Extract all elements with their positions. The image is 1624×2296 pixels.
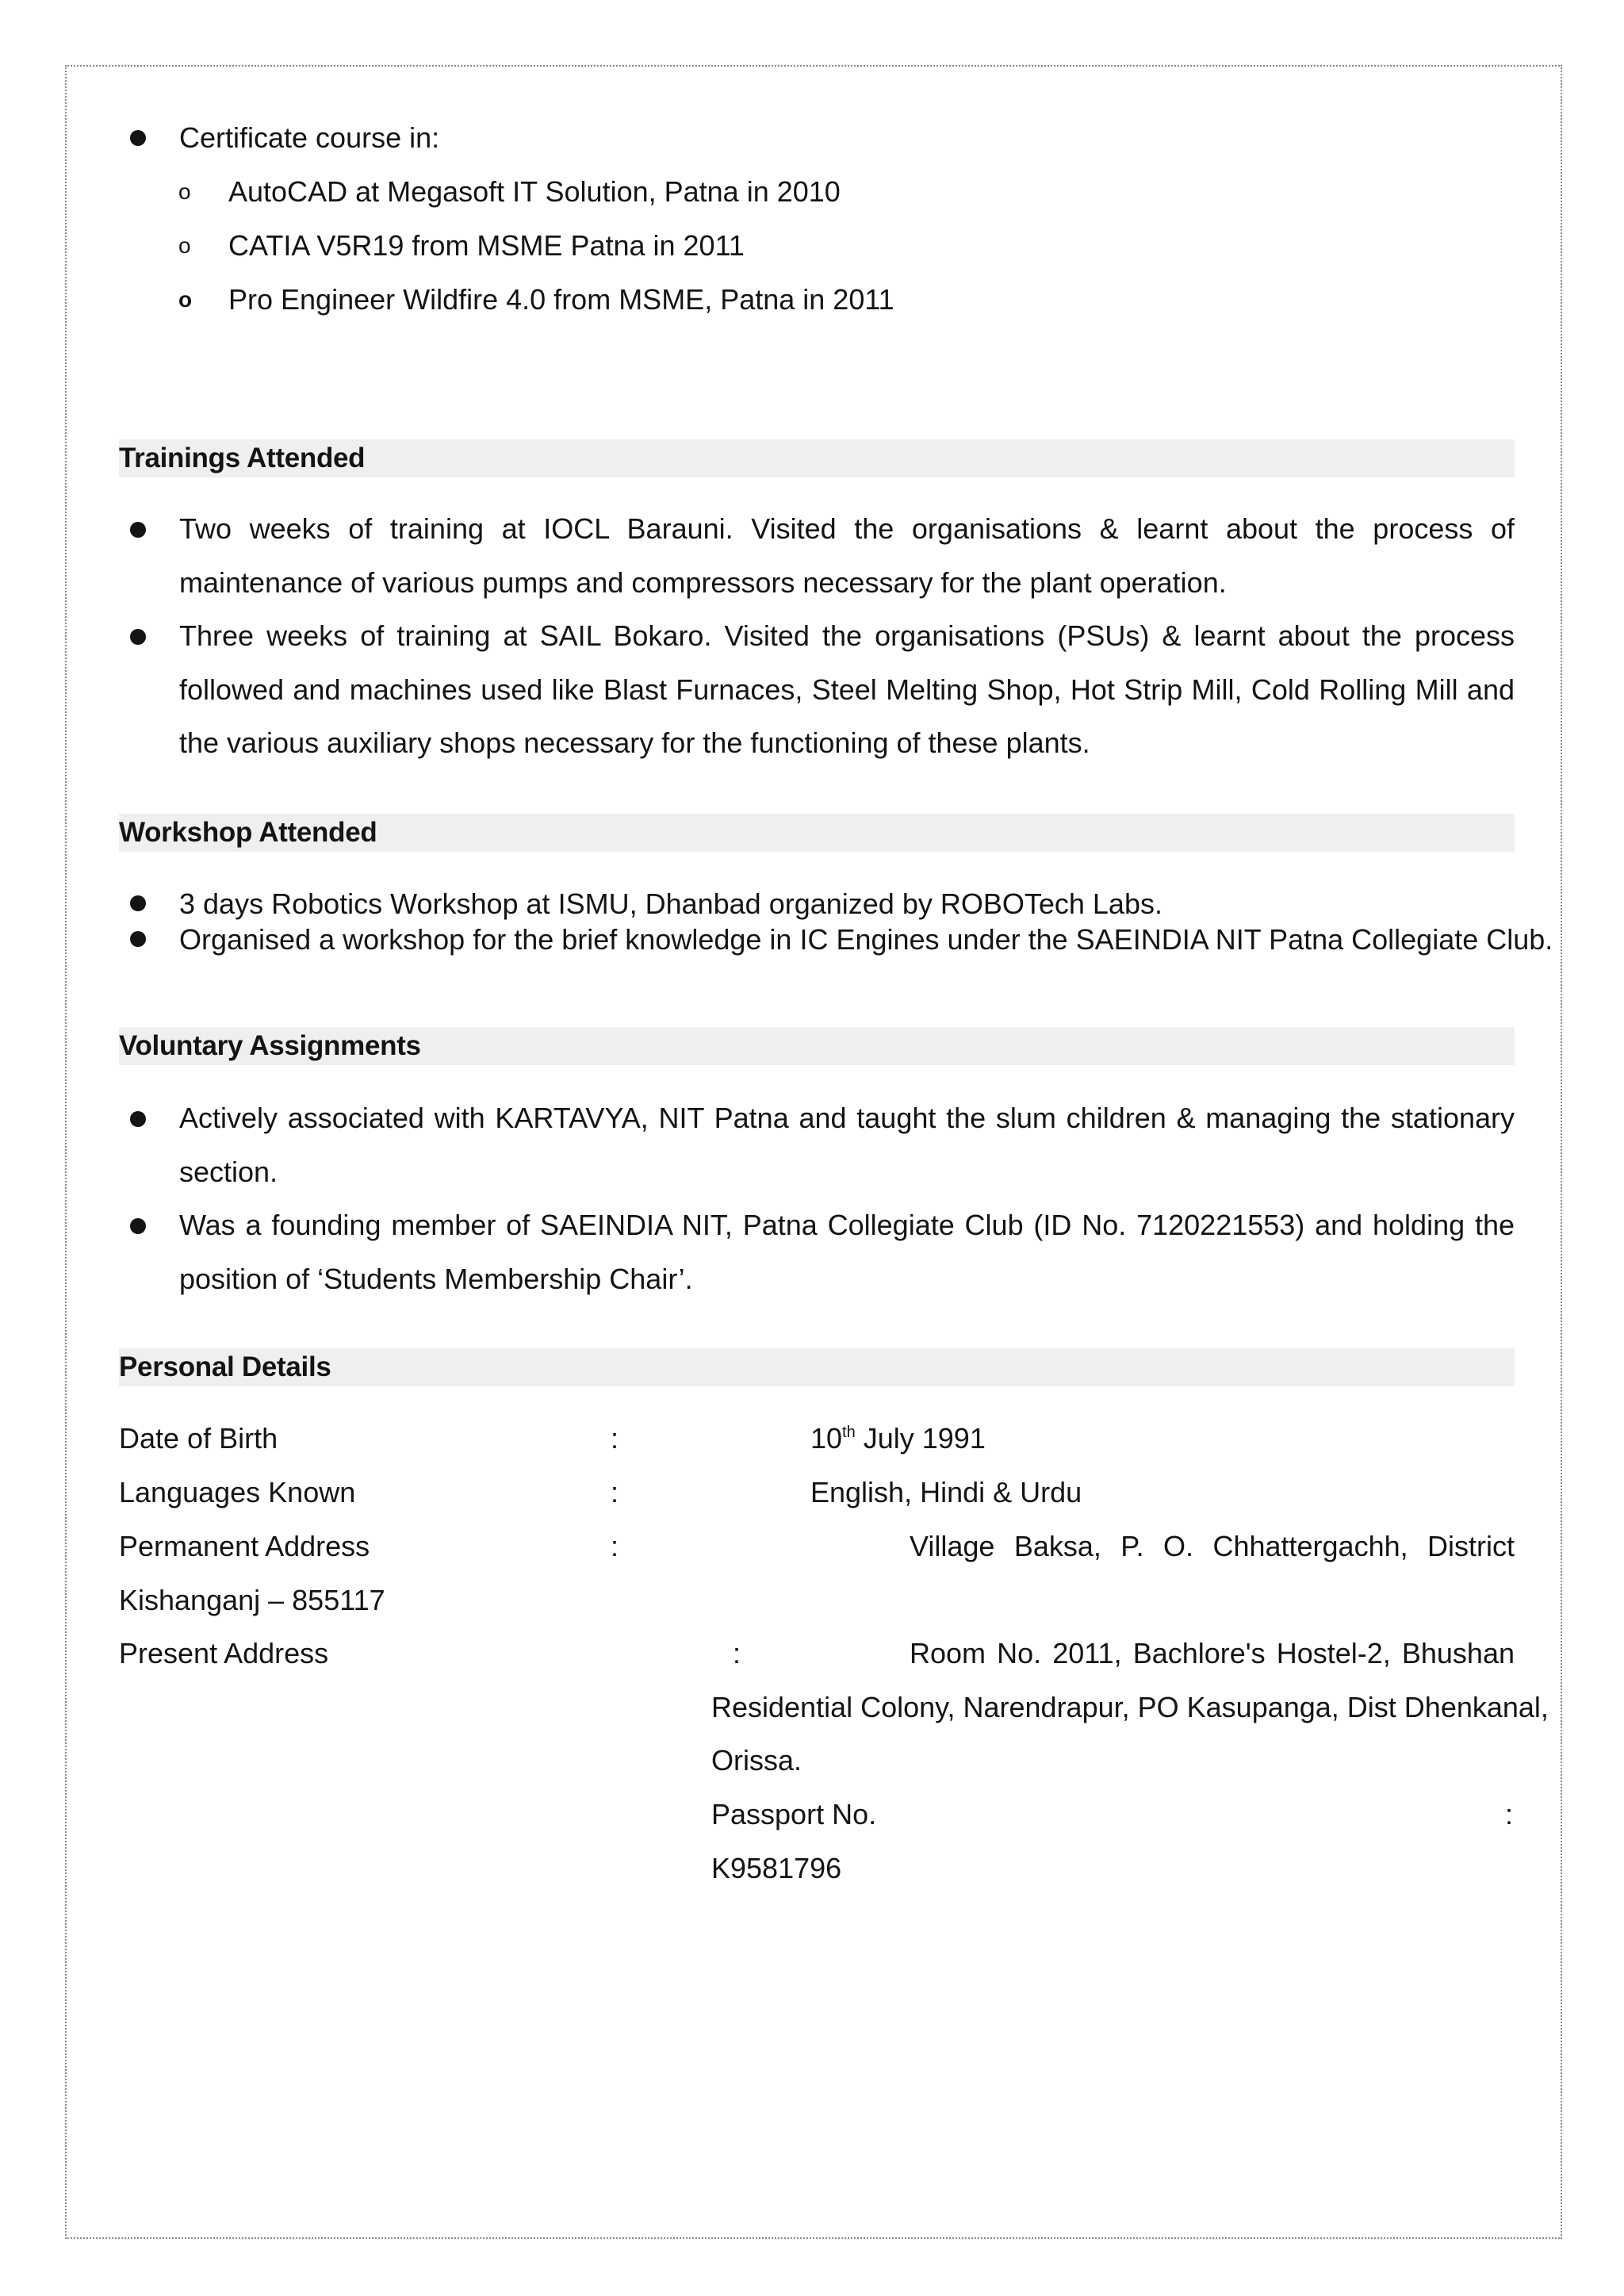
workshop-item: Organised a workshop for the brief knowledge in IC Engines under the SAEINDIA NIT Patna Collegiate Club. bbox=[179, 923, 1553, 956]
dob-day: 10 bbox=[810, 1422, 843, 1455]
section-title-personal: Personal Details bbox=[119, 1351, 331, 1382]
bullet-icon bbox=[130, 522, 146, 538]
languages-label: Languages Known bbox=[119, 1476, 356, 1508]
present-address-line: Room No. 2011, Bachlore's Hostel-2, Bhushan bbox=[910, 1637, 1515, 1669]
section-title-workshop: Workshop Attended bbox=[119, 817, 377, 848]
dob-suffix: th bbox=[842, 1424, 856, 1441]
present-address-line: Residential Colony, Narendrapur, PO Kasupanga, Dist Dhenkanal, bbox=[711, 1691, 1549, 1723]
dob-label: Date of Birth bbox=[119, 1422, 278, 1455]
languages-value: English, Hindi & Urdu bbox=[810, 1476, 1082, 1508]
section-title-trainings: Trainings Attended bbox=[119, 443, 366, 473]
present-address-label: Present Address bbox=[119, 1637, 329, 1669]
separator-colon: : bbox=[733, 1637, 741, 1669]
voluntary-item: Was a founding member of SAEINDIA NIT, Patna Collegiate Club (ID No. 7120221553) and holding the position of ‘Students Membership Chair’. bbox=[179, 1209, 1515, 1295]
bullet-icon bbox=[130, 629, 146, 645]
certificate-intro: Certificate course in: bbox=[179, 121, 440, 154]
bullet-icon bbox=[130, 931, 146, 947]
separator-colon: : bbox=[611, 1422, 619, 1455]
workshop-item: 3 days Robotics Workshop at ISMU, Dhanbad organized by ROBOTech Labs. bbox=[179, 887, 1162, 920]
certificate-item: CATIA V5R19 from MSME Patna in 2011 bbox=[228, 229, 745, 262]
certificate-item: Pro Engineer Wildfire 4.0 from MSME, Patna in 2011 bbox=[228, 283, 894, 316]
circle-bullet-icon: o bbox=[178, 179, 191, 204]
dob-value bbox=[810, 1421, 986, 1456]
passport-value: K9581796 bbox=[711, 1852, 842, 1884]
training-item: Two weeks of training at IOCL Barauni. Visited the organisations & learnt about the process of maintenance of various pumps and compressors necessary for the plant operation. bbox=[179, 512, 1515, 599]
section-title-voluntary: Voluntary Assignments bbox=[119, 1030, 421, 1061]
bullet-icon bbox=[130, 895, 146, 911]
dob-rest: July 1991 bbox=[855, 1422, 986, 1455]
permanent-address-label: Permanent Address bbox=[119, 1530, 370, 1562]
separator-colon: : bbox=[611, 1530, 619, 1562]
bullet-icon bbox=[130, 1218, 146, 1234]
training-item: Three weeks of training at SAIL Bokaro. Visited the organisations (PSUs) & learnt about the process followed and machines used like Blast Furnaces, Steel Melting Shop, Hot Strip Mill, Cold Rolling Mill and the various auxiliary shops necessary for the functioning of these plants. bbox=[179, 619, 1515, 759]
bullet-icon bbox=[130, 1111, 146, 1127]
circle-bullet-icon: o bbox=[178, 287, 193, 312]
bullet-icon bbox=[130, 130, 146, 146]
present-address-line: Orissa. bbox=[711, 1744, 802, 1777]
voluntary-item: Actively associated with KARTAVYA, NIT Patna and taught the slum children & managing the stationary section. bbox=[179, 1102, 1515, 1188]
certificate-item: AutoCAD at Megasoft IT Solution, Patna in 2010 bbox=[228, 175, 841, 208]
passport-label: Passport No. bbox=[711, 1798, 877, 1830]
separator-colon: : bbox=[611, 1476, 619, 1508]
separator-colon: : bbox=[1505, 1798, 1514, 1830]
permanent-address-value: Village Baksa, P. O. Chhattergachh, District bbox=[910, 1530, 1515, 1562]
permanent-address-continuation: Kishanganj – 855117 bbox=[119, 1584, 385, 1616]
circle-bullet-icon: o bbox=[178, 233, 191, 258]
